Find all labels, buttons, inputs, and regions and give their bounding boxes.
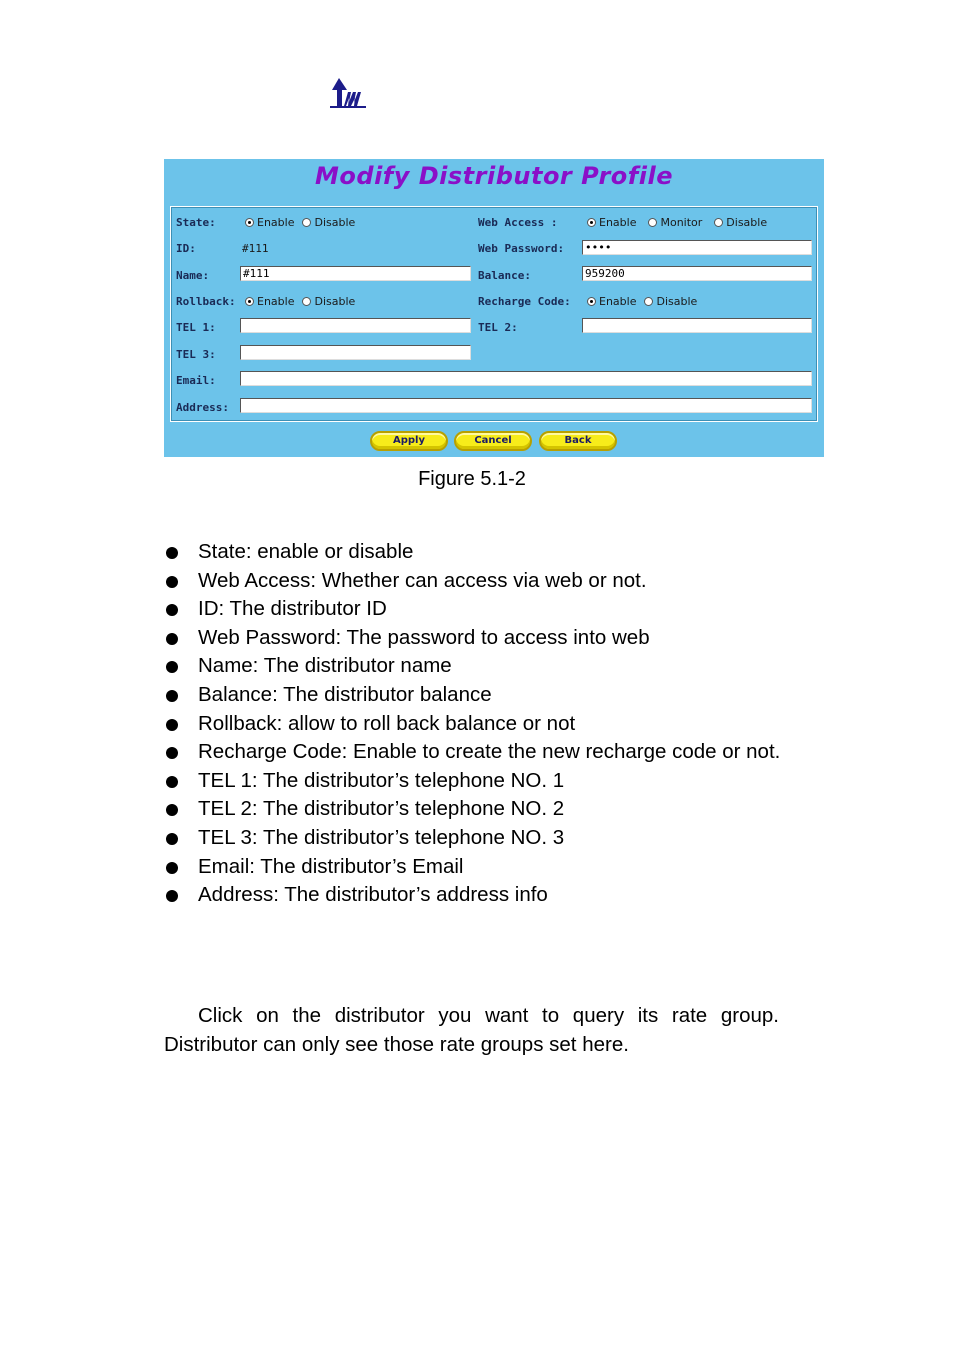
radio-checked-icon [587,218,596,227]
recharge-disable-radio[interactable]: Disable [644,295,697,308]
recharge-code-radio-group [587,295,705,308]
web-access-monitor-radio[interactable]: Monitor [648,216,702,229]
tel2-label: TEL 2: [478,321,518,334]
list-item: Email: The distributor’s Email [164,853,804,882]
radio-checked-icon [587,297,596,306]
radio-unchecked-icon [302,297,311,306]
balance-label: Balance: [478,269,531,282]
bullet-icon [166,690,178,702]
radio-unchecked-icon [644,297,653,306]
radio-unchecked-icon [714,218,723,227]
form-frame [170,206,818,422]
tel1-label: TEL 1: [176,321,216,334]
list-item: TEL 1: The distributor’s telephone NO. 1 [164,767,804,796]
address-label: Address: [176,401,229,414]
bullet-icon [166,604,178,616]
panel-title: Modify Distributor Profile [315,162,673,190]
tel2-input[interactable] [582,318,812,333]
list-item: ID: The distributor ID [164,595,804,624]
bullet-icon [166,661,178,673]
list-item: Recharge Code: Enable to create the new recharge code or not. [164,738,804,767]
rollback-enable-radio[interactable]: Enable [245,295,294,308]
figure-caption: Figure 5.1-2 [418,468,526,490]
company-logo-icon [330,76,370,110]
name-label: Name: [176,269,210,282]
bullet-icon [166,890,178,902]
recharge-enable-radio[interactable]: Enable [587,295,636,308]
modify-distributor-panel [164,159,824,457]
apply-button[interactable]: Apply [370,431,448,451]
radio-unchecked-icon [648,218,657,227]
tel3-input[interactable] [240,345,471,360]
bullet-icon [166,747,178,759]
body-paragraph: Click on the distributor you want to query its rate group. Distributor can only see those rate groups set here. [164,1003,779,1056]
rollback-disable-radio[interactable]: Disable [302,295,355,308]
state-disable-radio[interactable]: Disable [302,216,355,229]
bullet-icon [166,776,178,788]
state-enable-radio[interactable]: Enable [245,216,294,229]
radio-checked-icon [245,297,254,306]
list-item: Address: The distributor’s address info [164,881,804,910]
name-input[interactable]: #111 [240,266,471,281]
recharge-code-label: Recharge Code: [478,295,571,308]
list-item: Rollback: allow to roll back balance or not [164,710,804,739]
list-item: Name: The distributor name [164,652,804,681]
list-item: Balance: The distributor balance [164,681,804,710]
balance-input[interactable]: 959200 [582,266,812,281]
id-label: ID: [176,242,196,255]
field-description-list [164,538,804,910]
bullet-icon [166,576,178,588]
state-label: State: [176,216,216,229]
email-input[interactable] [240,371,812,386]
bullet-icon [166,633,178,645]
bullet-icon [166,804,178,816]
tel3-label: TEL 3: [176,348,216,361]
list-item: TEL 2: The distributor’s telephone NO. 2 [164,795,804,824]
web-password-label: Web Password: [478,242,565,255]
address-input[interactable] [240,398,812,413]
radio-unchecked-icon [302,218,311,227]
cancel-button[interactable]: Cancel [454,431,532,451]
rollback-radio-group [245,295,363,308]
bullet-icon [166,719,178,731]
web-access-radio-group [587,216,775,229]
web-access-enable-radio[interactable]: Enable [587,216,636,229]
tel1-input[interactable] [240,318,471,333]
bullet-icon [166,547,178,559]
list-item: Web Password: The password to access into web [164,624,804,653]
email-label: Email: [176,374,216,387]
rollback-label: Rollback: [176,295,236,308]
list-item: State: enable or disable [164,538,804,567]
radio-checked-icon [245,218,254,227]
web-access-disable-radio[interactable]: Disable [714,216,767,229]
id-value: #111 [242,242,269,255]
bullet-icon [166,833,178,845]
list-item: Web Access: Whether can access via web or not. [164,567,804,596]
web-access-label: Web Access : [478,216,558,229]
web-password-input[interactable]: •••• [582,240,812,255]
back-button[interactable]: Back [539,431,617,451]
bullet-icon [166,862,178,874]
state-radio-group [245,216,363,229]
list-item: TEL 3: The distributor’s telephone NO. 3 [164,824,804,853]
